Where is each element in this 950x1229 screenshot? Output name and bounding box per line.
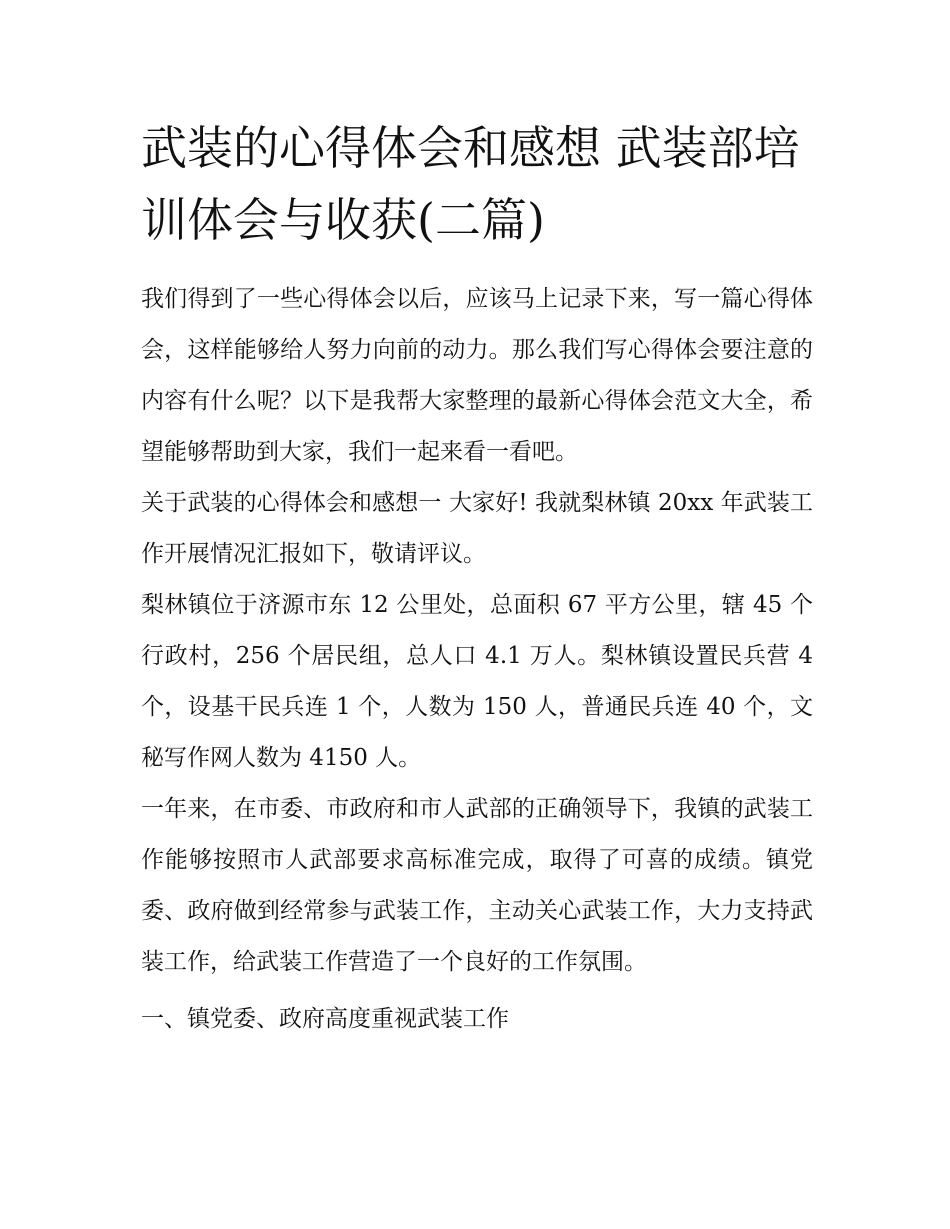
section-heading: 一、镇党委、政府高度重视武装工作 [141,1006,509,1032]
document-title: 武装的心得体会和感想 武装部培训体会与收获(二篇) [141,121,800,247]
paragraph-town-overview: 梨林镇位于济源市东 12 公里处，总面积 67 平方公里，辖 45 个行政村，256 个居民组，总人口 4.1 万人。梨林镇设置民兵营 4 个，设基干民兵连 1 个，人数为 150 人，普通民兵连 40 个，文秘写作网人数为 4150 人。 [141,592,813,771]
paragraph-intro: 我们得到了一些心得体会以后，应该马上记录下来，写一篇心得体会，这样能够给人努力向前的动力。那么我们写心得体会要注意的内容有什么呢？以下是我帮大家整理的最新心得体会范文大全，希望能够帮助到大家，我们一起来看一看吧。 [141,286,813,465]
paragraph-year-summary: 一年来，在市委、市政府和市人武部的正确领导下，我镇的武装工作能够按照市人武部要求高标准完成，取得了可喜的成绩。镇党委、政府做到经常参与武装工作，主动关心武装工作，大力支持武装工作，给武装工作营造了一个良好的工作氛围。 [141,796,813,975]
paragraph-greeting: 关于武装的心得体会和感想一 大家好! 我就梨林镇 20xx 年武装工作开展情况汇报如下，敬请评议。 [141,490,813,567]
document-body [141,112,813,1045]
